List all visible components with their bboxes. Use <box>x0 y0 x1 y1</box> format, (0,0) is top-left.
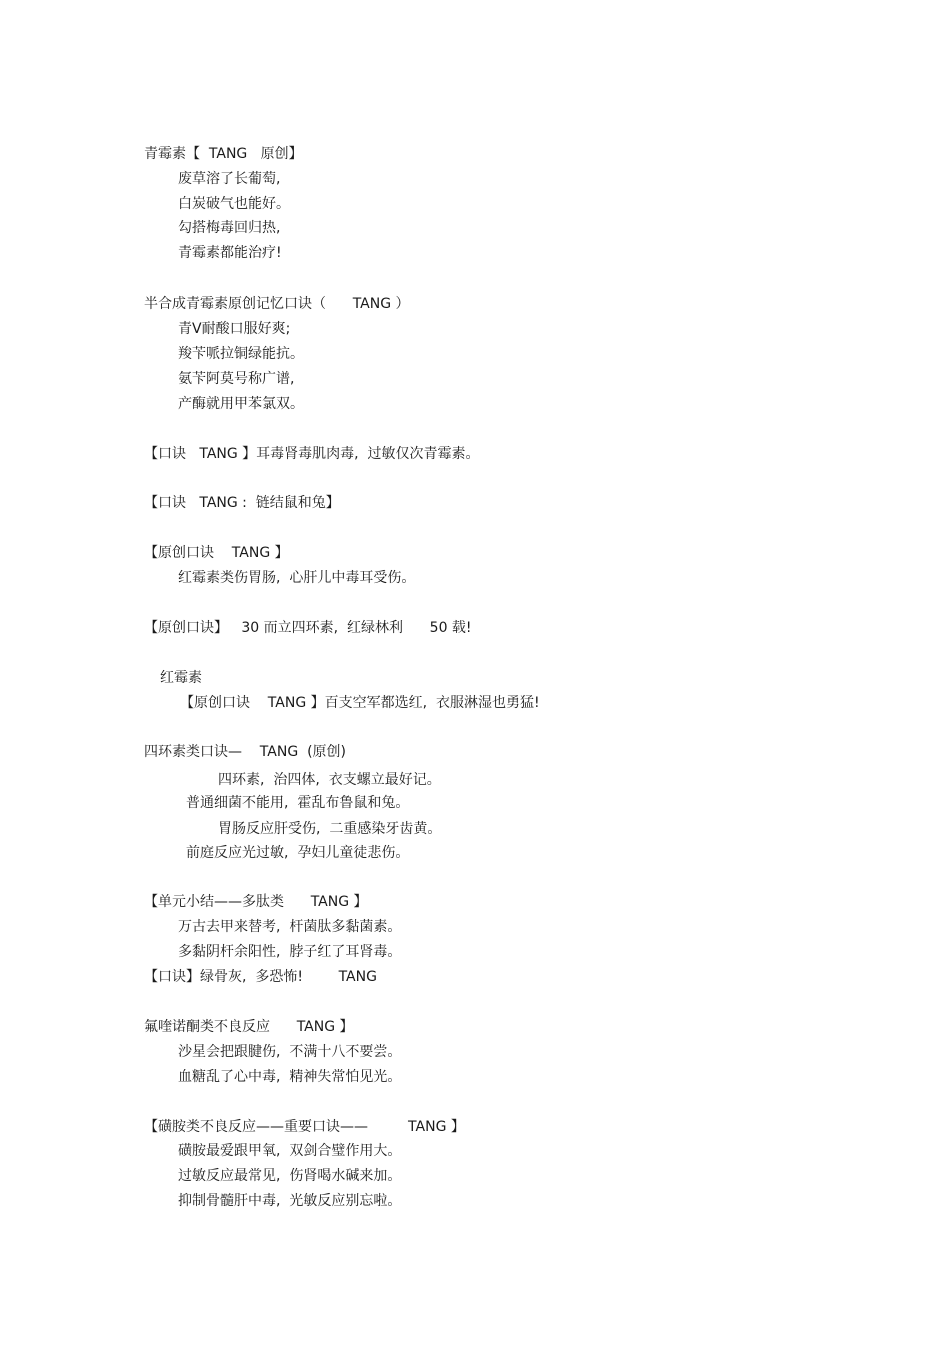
section-heading: 【口诀 TANG 】耳毒肾毒肌肉毒, 过敏仅次青霉素。 <box>144 446 480 462</box>
section-heading: 【口诀 TANG : 链结鼠和兔】 <box>144 495 340 511</box>
verse-line: 【原创口诀 TANG 】百支空军都选红, 衣服淋湿也勇猛! <box>180 695 540 711</box>
verse-line: 抑制骨髓肝中毒, 光敏反应别忘啦。 <box>178 1193 402 1209</box>
section-heading: 【原创口诀】 30 而立四环素, 红绿林利 50 载! <box>144 620 472 636</box>
verse-line: 胃肠反应肝受伤, 二重感染牙齿黄。 <box>218 821 442 837</box>
section-heading: 四环素类口诀— TANG (原创) <box>144 744 346 760</box>
verse-line: 万古去甲来替考, 杆菌肽多黏菌素。 <box>178 919 402 935</box>
verse-line: 前庭反应光过敏, 孕妇儿童徒悲伤。 <box>186 845 410 861</box>
verse-line: 青霉素都能治疗! <box>178 245 282 261</box>
verse-line: 磺胺最爱跟甲氧, 双剑合璧作用大。 <box>178 1143 402 1159</box>
verse-line: 羧苄哌拉铜绿能抗。 <box>178 346 304 362</box>
section-heading: 氟喹诺酮类不良反应 TANG 】 <box>144 1019 354 1035</box>
section-heading: 青霉素【 TANG 原创】 <box>144 146 303 162</box>
verse-line: 多黏阴杆余阳性, 脖子红了耳肾毒。 <box>178 944 402 960</box>
verse-line: 血糖乱了心中毒, 精神失常怕见光。 <box>178 1069 402 1085</box>
section-heading: 半合成青霉素原创记忆口诀（ TANG ） <box>144 296 410 312</box>
verse-line: 青Ⅴ耐酸口服好爽; <box>178 321 291 337</box>
verse-line: 产酶就用甲苯氯双。 <box>178 396 304 412</box>
section-heading: 红霉素 <box>160 670 202 686</box>
verse-line: 废草溶了长葡萄, <box>178 171 281 187</box>
verse-line: 沙星会把跟腱伤, 不满十八不要尝。 <box>178 1044 402 1060</box>
section-heading: 【磺胺类不良反应——重要口诀—— TANG 】 <box>144 1119 465 1135</box>
section-heading: 【口诀】绿骨灰, 多恐怖! TANG <box>144 969 377 985</box>
section-heading: 【原创口诀 TANG 】 <box>144 545 289 561</box>
verse-line: 普通细菌不能用, 霍乱布鲁鼠和兔。 <box>186 795 410 811</box>
verse-line: 勾搭梅毒回归热, <box>178 220 281 236</box>
verse-line: 白炭破气也能好。 <box>178 196 290 212</box>
section-heading: 【单元小结——多肽类 TANG 】 <box>144 894 368 910</box>
verse-line: 氨苄阿莫号称广谱, <box>178 371 295 387</box>
verse-line: 红霉素类伤胃肠, 心肝儿中毒耳受伤。 <box>178 570 416 586</box>
verse-line: 四环素, 治四体, 衣支螺立最好记。 <box>218 772 441 788</box>
verse-line: 过敏反应最常见, 伤肾喝水碱来加。 <box>178 1168 402 1184</box>
